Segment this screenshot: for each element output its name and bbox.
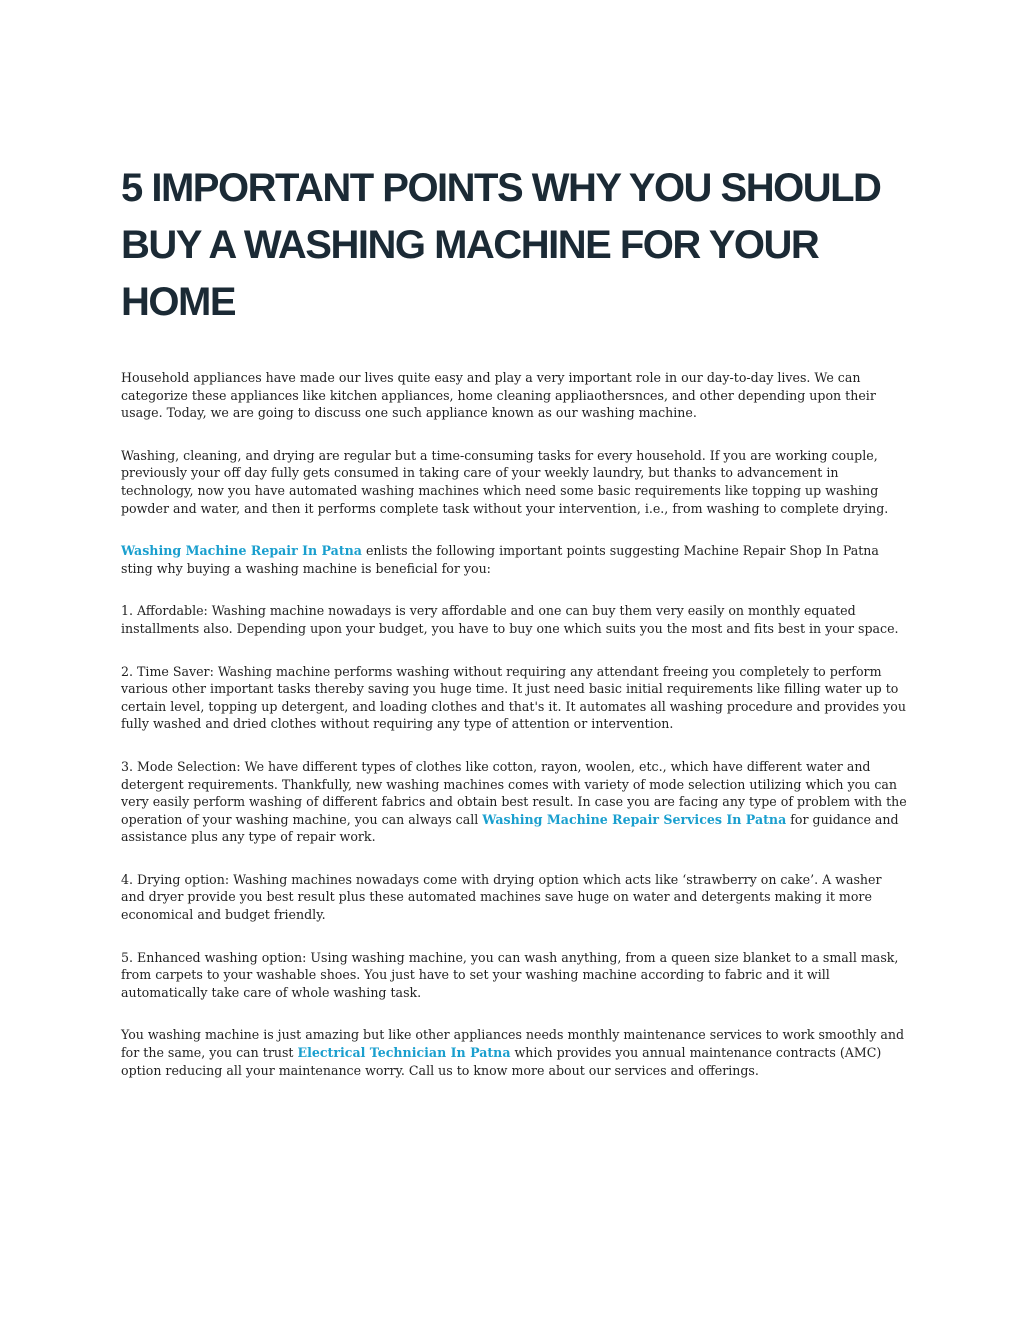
context-paragraph: Washing, cleaning, and drying are regular but a time-consuming tasks for every household. If you are working couple, previously your off day fully gets consumed in taking care of your weekly laundry, but thanks to advancement in technology, now you have automated washing machines which need some basic requirements like topping up washing powder and water, and then it performs complete task without your intervention, i.e., from washing to complete drying. bbox=[121, 447, 889, 516]
point-mode-selection-text: 3. Mode Selection: We have different types of clothes like cotton, rayon, woolen, etc., which have different water and detergent requirements. Thankfully, new washing machines comes with variety of mode selection utilizing which you can very easily perform washing of different fabrics and obtain best result. In case you are facing any type of problem with the operation of your washing machine, you can always call bbox=[121, 758, 907, 827]
closing-paragraph-tail: which provides you annual maintenance contracts (AMC) option reducing all your maintenance worry. Call us to know more about our services and offerings. bbox=[121, 1045, 882, 1078]
point-affordable: 1. Affordable: Washing machine nowadays is very affordable and one can buy them very easily on monthly equated installments also. Depending upon your budget, you have to buy one which suits you the most and fits best in your space. bbox=[121, 603, 899, 636]
intro-paragraph: Household appliances have made our lives quite easy and play a very important role in our day-to-day lives. We can categorize these appliances like kitchen appliances, home cleaning appliaothersnces, and other depending upon their usage. Today, we are going to discuss one such appliance known as our washing machine. bbox=[121, 370, 876, 421]
electrical-technician-link[interactable]: Electrical Technician In Patna bbox=[297, 1045, 511, 1061]
closing-paragraph-text: You washing machine is just amazing but like other appliances needs monthly maintenance services to work smoothly and for the same, you can trust bbox=[121, 1027, 905, 1061]
lead-paragraph bbox=[121, 542, 907, 577]
point-time-saver: 2. Time Saver: Washing machine performs washing without requiring any attendant freeing you completely to perform various other important tasks thereby saving you huge time. It just need basic initial requirements like filling water up to certain level, topping up detergent, and loading clothes and that's it. It automates all washing procedure and provides you fully washed and dried clothes without requiring any type of attention or intervention. bbox=[121, 663, 906, 732]
washing-machine-repair-link[interactable]: Washing Machine Repair In Patna bbox=[121, 543, 362, 559]
lead-paragraph-text: enlists the following important points suggesting Machine Repair Shop In Patna sting why buying a washing machine is beneficial for you: bbox=[121, 543, 879, 576]
closing-paragraph bbox=[121, 1026, 907, 1079]
washing-machine-repair-services-link[interactable]: Washing Machine Repair Services In Patna bbox=[482, 811, 787, 827]
page-title: 5 IMPORTANT POINTS WHY YOU SHOULD BUY A WASHING MACHINE FOR YOUR HOME bbox=[121, 166, 881, 324]
point-enhanced-washing: 5. Enhanced washing option: Using washing machine, you can wash anything, from a queen size blanket to a small mask, from carpets to your washable shoes. You just have to set your washing machine according to fabric and it will automatically take care of whole washing task. bbox=[121, 949, 899, 1000]
point-mode-selection-tail: for guidance and assistance plus any type of repair work. bbox=[121, 811, 899, 845]
point-drying-option: 4. Drying option: Washing machines nowadays come with drying option which acts like ‘strawberry on cake’. A washer and dryer provide you best result plus these automated machines save huge on water and detergents making it more economical and budget friendly. bbox=[121, 871, 882, 923]
point-mode-selection bbox=[121, 758, 907, 846]
document-page bbox=[121, 160, 907, 1079]
